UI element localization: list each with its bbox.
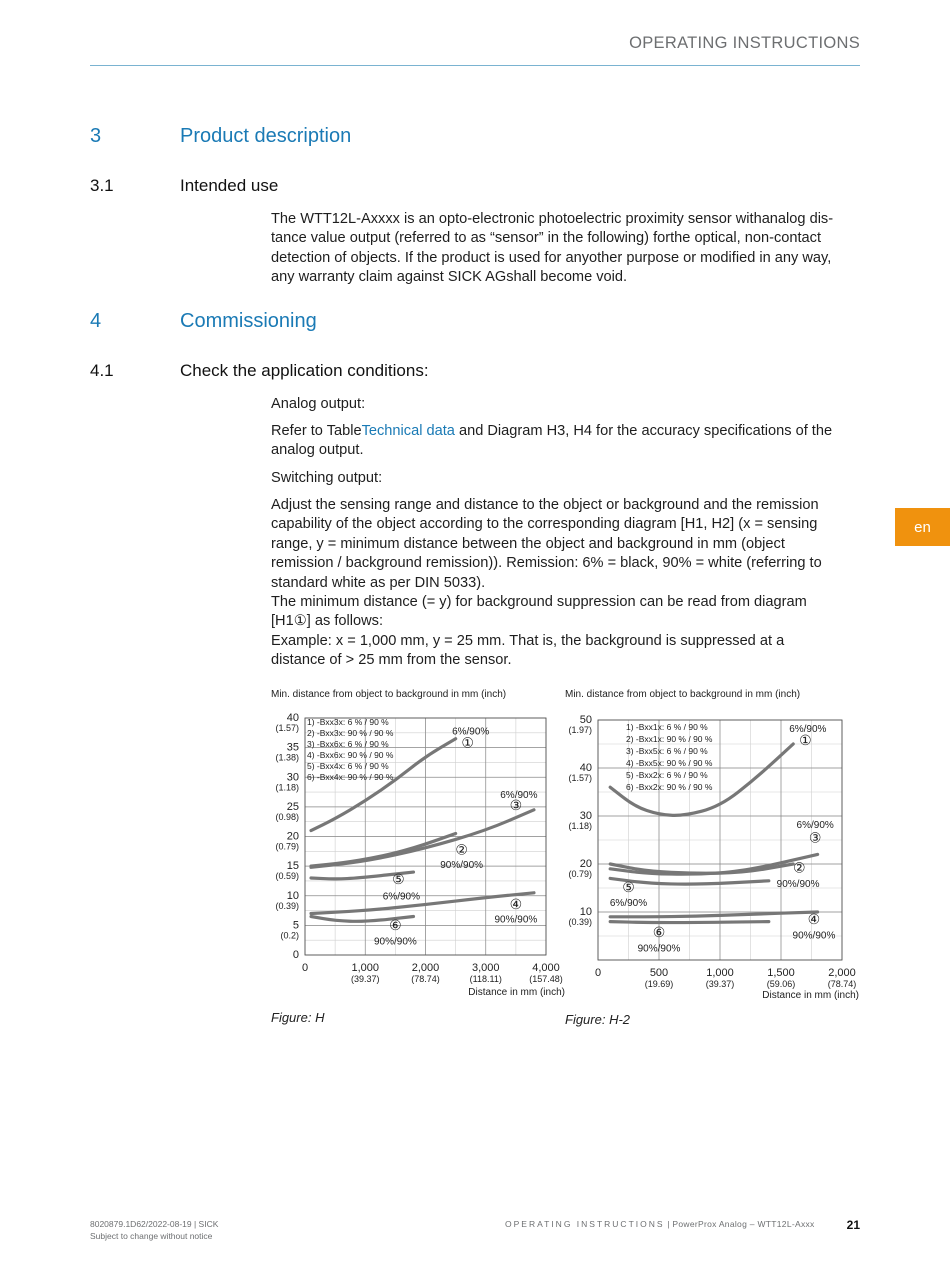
x-tick-sublabel: (118.11) [469, 974, 502, 984]
text-line: The WTT12L-Axxxx is an opto-electronic photoelectric proximity sensor withanalog dis- [271, 211, 834, 227]
text-line: distance of > 25 mm from the sensor. [271, 652, 512, 669]
series-line-3 [311, 810, 534, 867]
x-axis-label: Distance in mm (inch) [468, 987, 565, 998]
y-tick-sublabel: (0.39) [568, 917, 592, 927]
legend-entry: 3) -Bxx6x: 6 % / 90 % [307, 739, 389, 749]
switching-output-label: Switching output: [271, 470, 383, 486]
y-tick-label: 50 [579, 714, 592, 726]
curve-number-label: ⑤ [392, 870, 405, 887]
legend-entry: 5) -Bxx2x: 6 % / 90 % [626, 770, 708, 780]
remission-label: 6%/90% [796, 820, 834, 831]
legend-entry: 1) -Bxx3x: 6 % / 90 % [307, 717, 389, 727]
footer-left [90, 1218, 218, 1242]
y-tick-label: 10 [579, 906, 592, 918]
y-tick-label: 20 [286, 830, 299, 843]
curve-number-label: ⑥ [389, 917, 402, 934]
legend-entry: 6) -Bxx2x: 90 % / 90 % [626, 782, 713, 792]
refer-prefix: Refer to Table [271, 423, 362, 439]
x-tick-label: 500 [649, 967, 669, 979]
x-tick-sublabel: (19.69) [644, 979, 674, 989]
remission-label: 90%/90% [792, 930, 836, 942]
x-tick-sublabel: (78.74) [827, 979, 857, 989]
y-tick-sublabel: (1.97) [568, 725, 592, 735]
running-header: OPERATING INSTRUCTIONS [629, 34, 860, 52]
y-tick-label: 35 [286, 741, 299, 754]
page-number: 21 [846, 1218, 860, 1232]
x-tick-sublabel: (39.37) [350, 974, 380, 984]
curve-number-label: ④ [509, 895, 523, 912]
x-tick-sublabel: (78.74) [411, 974, 440, 984]
remission-label: 6%/90% [789, 724, 827, 735]
legend-entry: 4) -Bxx6x: 90 % / 90 % [307, 750, 394, 760]
x-tick-label: 0 [301, 962, 309, 974]
curve-number-label: ② [793, 859, 806, 876]
legend-entry: 5) -Bxx4x: 6 % / 90 % [307, 761, 389, 771]
y-tick-label: 15 [286, 860, 299, 873]
footer-doc-type: OPERATING INSTRUCTIONS [505, 1219, 665, 1229]
y-tick-sublabel: (1.57) [568, 773, 592, 783]
y-tick-sublabel: (1.57) [275, 723, 299, 733]
y-tick-label: 40 [579, 762, 592, 774]
y-tick-sublabel: (0.79) [568, 869, 592, 879]
refer-suffix: and Diagram H3, H4 for the accuracy specifications of the [454, 423, 833, 439]
text-line: remission / background remission)). Remission: 6% = black, 90% = white (referring to [271, 555, 822, 572]
section-4-title: Commissioning [180, 310, 317, 332]
doc-id: 8020879.1D62/2022-08-19 | SICK [90, 1219, 219, 1229]
x-axis-label: Distance in mm (inch) [762, 990, 859, 1001]
text-line: The minimum distance (= y) for background suppression can be read from diagram [271, 594, 807, 611]
legend-entry: 1) -Bxx1x: 6 % / 90 % [626, 722, 708, 732]
y-tick-sublabel: (1.18) [275, 782, 299, 793]
curve-number-label: ② [455, 841, 468, 858]
text-line: standard white as per DIN 5033). [271, 574, 486, 591]
text-line: any warranty claim against SICK AGshall become void. [271, 269, 628, 286]
x-tick-label: 1,500 [767, 967, 795, 979]
y-tick-sublabel: (0.2) [280, 930, 299, 941]
x-tick-label: 0 [594, 967, 602, 979]
legend-entry: 6) -Bxx4x: 90 % / 90 % [307, 772, 394, 782]
legend-entry: 2) -Bxx1x: 90 % / 90 % [626, 734, 713, 744]
remission-label: 90%/90% [373, 936, 417, 948]
section-4-1-title: Check the application conditions: [180, 361, 429, 380]
text-line: detection of objects. If the product is used for anyother purpose or modified in any way, [271, 249, 832, 266]
analog-output-paragraph [271, 422, 861, 461]
intended-use-paragraph [271, 210, 861, 288]
text-line: capability of the object according to the corresponding diagram [H1, H2] (x = sensing [271, 516, 818, 533]
x-tick-label: 2,000 [411, 962, 440, 974]
text-line: Adjust the sensing range and distance to the object or background and the remission [271, 497, 819, 513]
remission-label: 6%/90% [500, 789, 538, 801]
remission-label: 90%/90% [494, 914, 538, 926]
section-3-1-number: 3.1 [90, 176, 114, 195]
section-4-1-number: 4.1 [90, 361, 114, 380]
y-tick-label: 25 [286, 800, 299, 813]
series-line-2 [311, 834, 456, 867]
switching-output-paragraph [271, 496, 861, 671]
curve-number-label: ⑥ [652, 923, 666, 940]
y-tick-label: 5 [292, 919, 299, 932]
y-tick-sublabel: (1.38) [275, 752, 299, 763]
language-tab[interactable]: en [895, 508, 950, 546]
y-tick-label: 20 [579, 858, 592, 870]
footer-center [505, 1219, 815, 1229]
text-line: tance value output (referred to as “sensor” in the following) forthe optical, non-contact [271, 230, 821, 247]
remission-label: 90%/90% [440, 859, 484, 871]
figure-caption-h: Figure: H [271, 1010, 325, 1025]
y-tick-sublabel: (1.18) [568, 821, 592, 831]
analog-output-label: Analog output: [271, 396, 366, 412]
y-tick-sublabel: (0.98) [275, 811, 299, 822]
chart-title: Min. distance from object to background in mm (inch) [565, 689, 801, 700]
curve-number-label: ① [799, 731, 812, 748]
series-line-4 [610, 912, 817, 917]
curve-number-label: ⑤ [622, 878, 635, 895]
chart-title: Min. distance from object to background in mm (inch) [271, 689, 507, 700]
header-rule [90, 65, 860, 66]
remission-label: 6%/90% [382, 891, 421, 903]
y-tick-label: 40 [286, 712, 299, 724]
section-3-number: 3 [90, 125, 102, 147]
curve-number-label: ① [461, 734, 474, 751]
y-tick-label: 30 [286, 771, 299, 784]
legend-entry: 2) -Bxx3x: 90 % / 90 % [307, 728, 394, 738]
text-line: analog output. [271, 442, 364, 459]
section-3-1-title: Intended use [180, 176, 279, 195]
diagram-h2 [560, 682, 860, 1002]
series-line-6 [610, 922, 769, 923]
curve-number-label: ④ [807, 911, 821, 927]
y-tick-label: 30 [579, 810, 592, 822]
remission-label: 6%/90% [452, 726, 490, 738]
y-tick-sublabel: (0.79) [275, 841, 299, 852]
diagram-h1 [266, 682, 566, 1000]
y-tick-label: 0 [292, 949, 299, 961]
x-tick-label: 3,000 [471, 962, 500, 974]
text-line: Example: x = 1,000 mm, y = 25 mm. That is, the background is suppressed at a [271, 632, 785, 649]
x-tick-sublabel: (59.06) [766, 979, 796, 989]
remission-label: 90%/90% [776, 879, 820, 891]
section-4-number: 4 [90, 310, 102, 332]
x-tick-sublabel: (157.48) [529, 974, 563, 984]
change-notice: Subject to change without notice [90, 1231, 213, 1241]
remission-label: 6%/90% [609, 898, 648, 910]
text-line: [H1①] as follows: [271, 613, 384, 630]
legend-entry: 3) -Bxx5x: 6 % / 90 % [626, 746, 708, 756]
text-line: range, y = minimum distance between the object and background in mm (object [271, 535, 785, 552]
y-tick-label: 10 [286, 889, 299, 902]
section-3-title: Product description [180, 125, 352, 147]
x-tick-sublabel: (39.37) [705, 979, 735, 989]
x-tick-label: 4,000 [532, 962, 560, 974]
technical-data-link[interactable]: Technical data [361, 423, 455, 439]
x-tick-label: 1,000 [706, 967, 734, 979]
y-tick-sublabel: (0.39) [275, 900, 299, 911]
figure-caption-h2: Figure: H-2 [565, 1012, 631, 1027]
x-tick-label: 2,000 [828, 967, 856, 979]
legend-entry: 4) -Bxx5x: 90 % / 90 % [626, 758, 713, 768]
x-tick-label: 1,000 [351, 962, 380, 974]
curve-number-label: ③ [808, 829, 822, 846]
y-tick-sublabel: (0.59) [275, 871, 299, 882]
curve-number-label: ③ [509, 796, 523, 813]
footer-product: | PowerProx Analog – WTT12L-Axxx [664, 1219, 815, 1229]
remission-label: 90%/90% [637, 943, 681, 955]
